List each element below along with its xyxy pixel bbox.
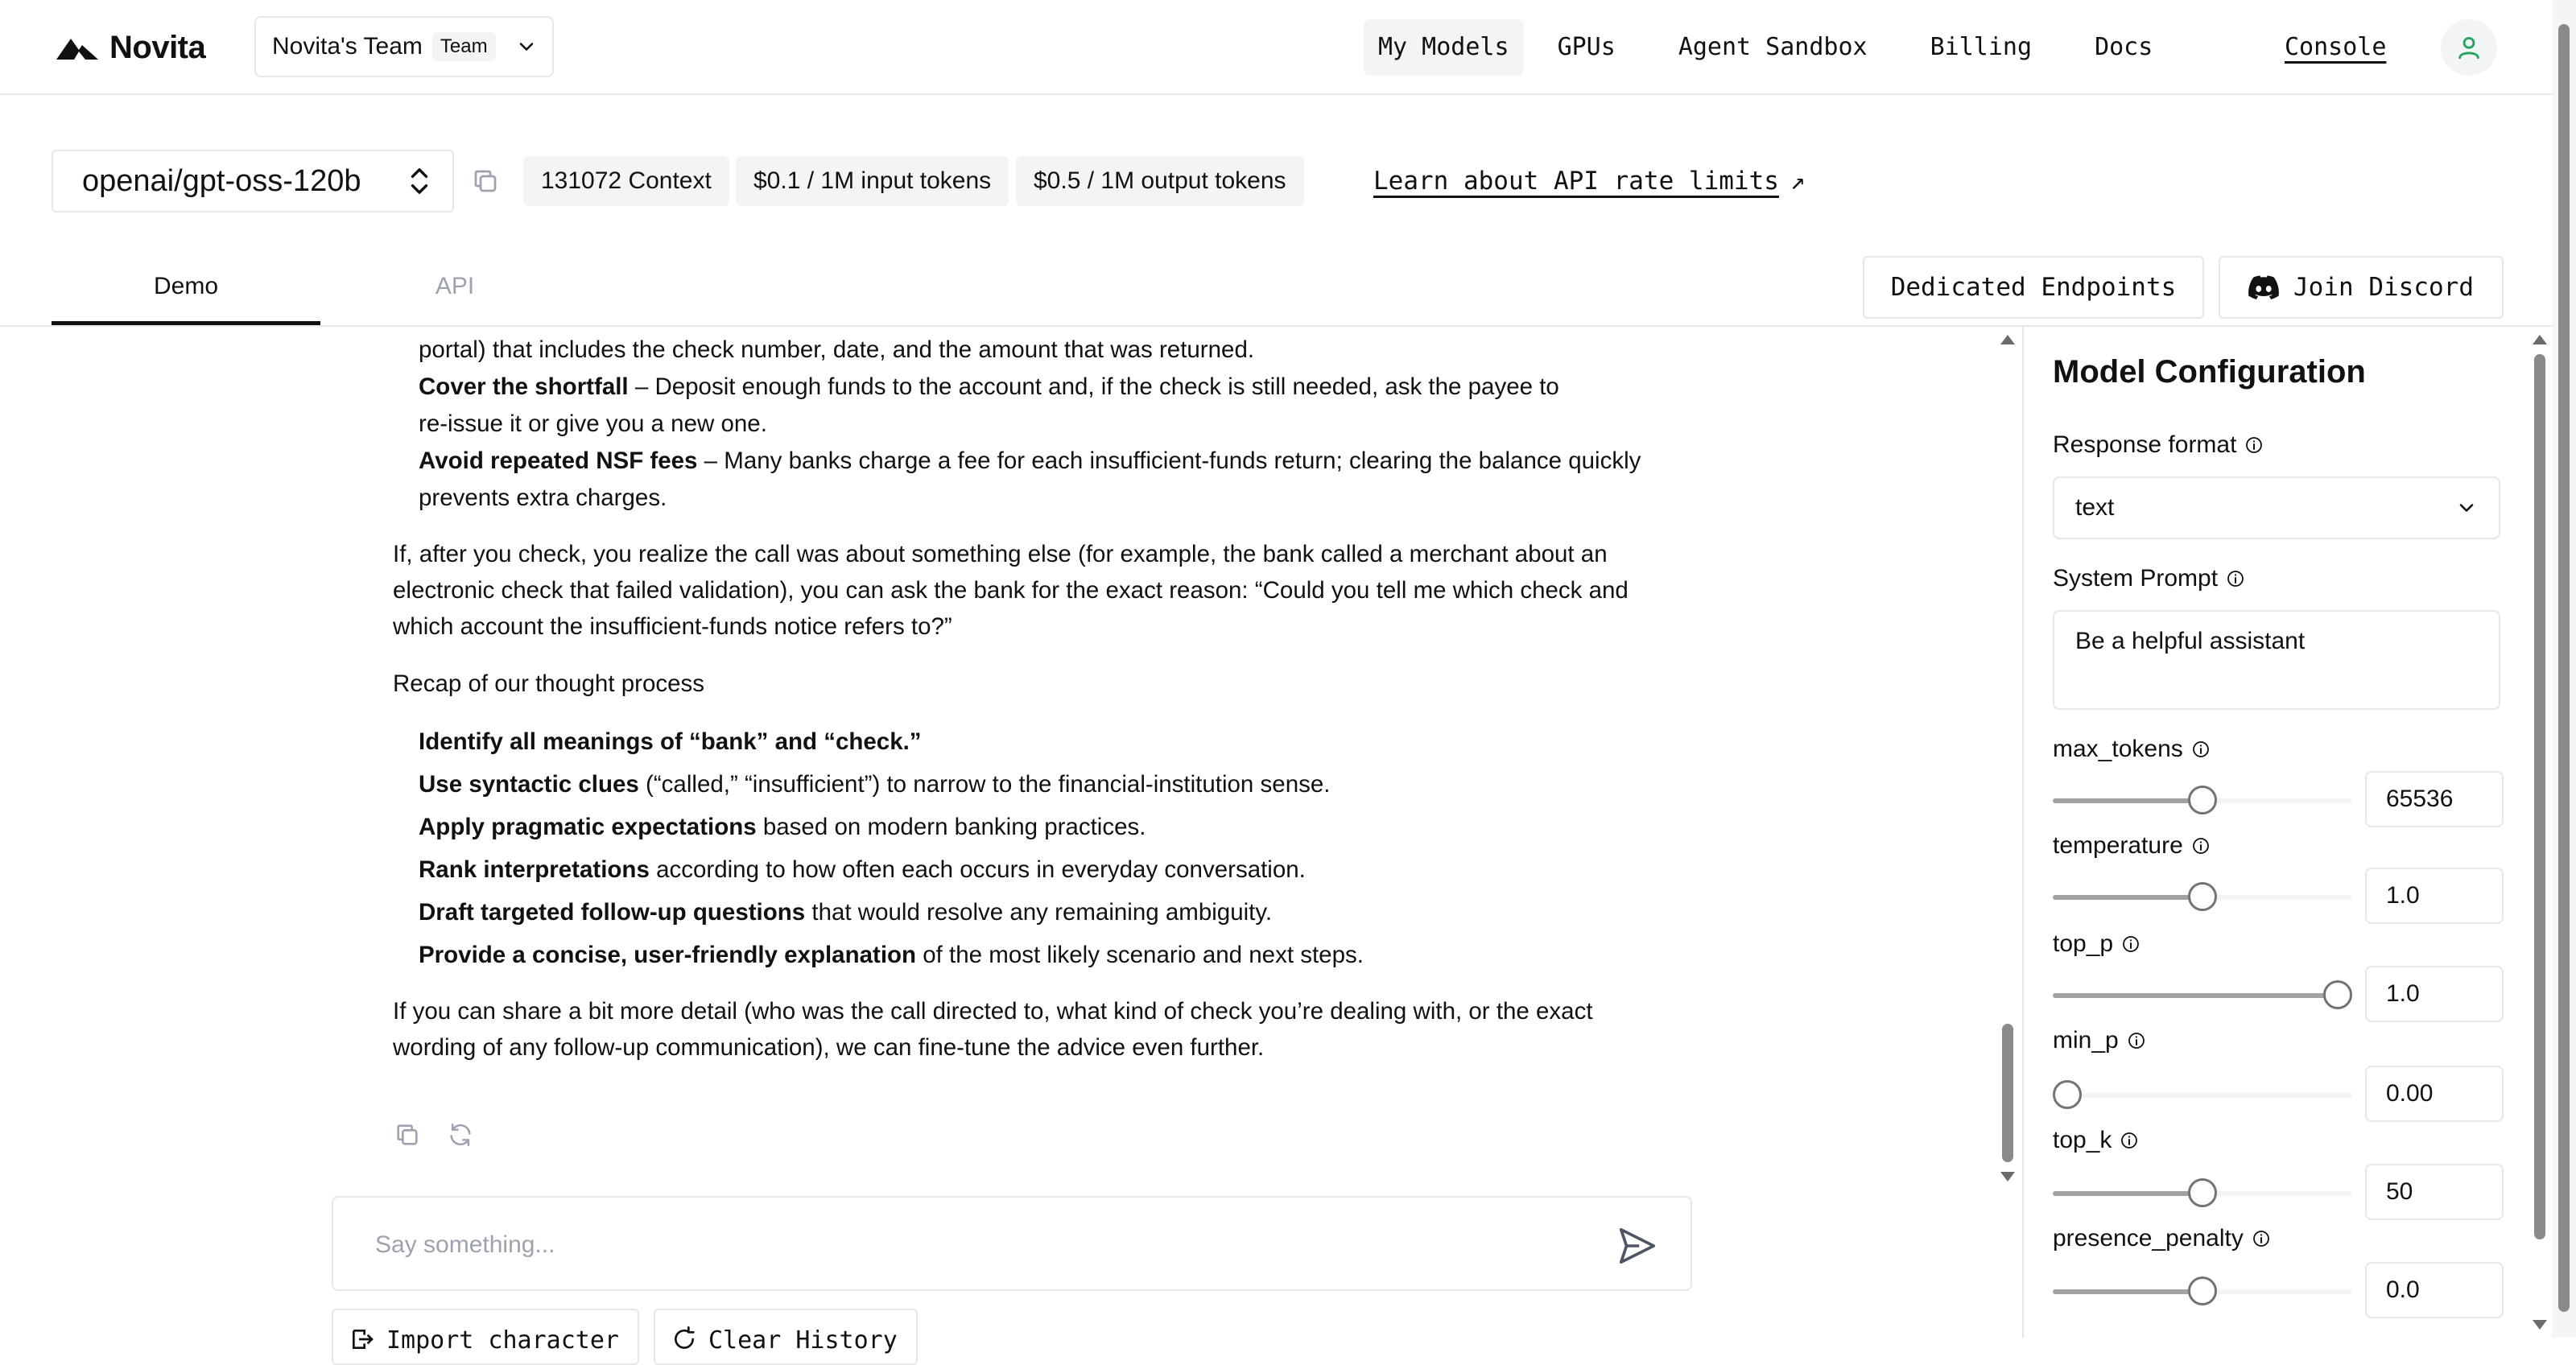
join-discord-label: Join Discord [2293, 273, 2474, 302]
scroll-up-arrow[interactable] [2533, 335, 2547, 344]
top-k-slider[interactable] [2053, 1178, 2352, 1207]
import-character-button[interactable] [332, 1309, 639, 1365]
param-label: min_p [2053, 1027, 2146, 1054]
nav-my-models[interactable]: My Models [1364, 19, 1524, 76]
chat-input-box [332, 1196, 1692, 1291]
tab-api[interactable]: API [435, 273, 475, 299]
novita-logo[interactable] [55, 27, 205, 68]
info-icon[interactable] [2121, 934, 2140, 954]
list-item: Identify all meanings of “bank” and “check.” [419, 728, 922, 755]
model-name: openai/gpt-oss-120b [82, 163, 361, 198]
info-icon[interactable] [2252, 1229, 2271, 1248]
copy-model-name-button[interactable] [467, 163, 504, 200]
tab-demo[interactable]: Demo [52, 254, 320, 325]
model-selector[interactable] [52, 150, 454, 212]
slider-thumb[interactable] [2188, 882, 2217, 911]
min-p-input[interactable]: 0.00 [2365, 1066, 2504, 1122]
chat-input[interactable] [375, 1227, 1583, 1264]
panel-scrollbar-thumb[interactable] [2534, 354, 2545, 1239]
slider-thumb[interactable] [2188, 786, 2217, 814]
slider-track [2053, 1093, 2352, 1098]
param-label: temperature [2053, 832, 2211, 860]
list-item: Cover the shortfall – Deposit enough funds to the account and, if the check is still needed, ask the payee to re-issue it or give you a new one. [419, 373, 1559, 437]
param-label: top_p [2053, 930, 2140, 958]
user-icon [2455, 34, 2483, 61]
response-format-label: Response format [2053, 431, 2264, 459]
list-item: portal) that includes the check number, date, and the amount that was returned. [419, 336, 1255, 363]
scroll-down-arrow[interactable] [2000, 1172, 2015, 1181]
import-icon [349, 1326, 375, 1352]
response-format-value: text [2075, 494, 2115, 521]
system-prompt-label: System Prompt [2053, 565, 2245, 592]
join-discord-button[interactable] [2219, 256, 2504, 319]
list-item: Avoid repeated NSF fees – Many banks charge a fee for each insufficient-funds return; clearing the balance quickly prevents extra charges. [419, 447, 1641, 511]
clear-history-button[interactable] [654, 1309, 918, 1365]
main-nav [1364, 19, 2167, 76]
presence-penalty-slider[interactable] [2053, 1276, 2352, 1305]
output-price-badge: $0.5 / 1M output tokens [1016, 156, 1304, 206]
scroll-up-arrow[interactable] [2000, 335, 2015, 344]
team-name: Novita's Team [272, 33, 423, 60]
slider-fill [2053, 798, 2202, 803]
regenerate-button[interactable] [444, 1119, 477, 1151]
dedicated-endpoints-button[interactable] [1863, 256, 2204, 319]
nav-agent-sandbox[interactable]: Agent Sandbox [1678, 33, 1868, 61]
panel-title: Model Configuration [2053, 354, 2366, 390]
context-badge: 131072 Context [523, 156, 729, 206]
list-item: Provide a concise, user-friendly explanation of the most likely scenario and next steps. [419, 942, 1364, 968]
top-k-input[interactable]: 50 [2365, 1164, 2504, 1220]
list-item: Use syntactic clues (“called,” “insufficient”) to narrow to the financial-institution sense. [419, 771, 1331, 798]
slider-thumb[interactable] [2323, 980, 2352, 1009]
copy-icon [394, 1121, 421, 1148]
slider-fill [2053, 895, 2202, 900]
team-selector[interactable] [254, 16, 554, 77]
clear-history-label: Clear History [708, 1326, 898, 1355]
slider-fill [2053, 993, 2338, 998]
param-label: presence_penalty [2053, 1225, 2271, 1252]
info-icon[interactable] [2191, 836, 2211, 856]
max-tokens-input[interactable]: 65536 [2365, 771, 2504, 827]
info-icon[interactable] [2244, 435, 2264, 455]
refresh-icon [671, 1326, 697, 1352]
slider-thumb[interactable] [2188, 1276, 2217, 1305]
info-icon[interactable] [2226, 569, 2245, 588]
temperature-input[interactable]: 1.0 [2365, 868, 2504, 924]
assistant-message [393, 332, 1657, 1066]
dedicated-endpoints-label: Dedicated Endpoints [1890, 273, 2177, 302]
response-format-select[interactable] [2053, 476, 2500, 539]
chevron-updown-icon [406, 163, 433, 199]
slider-thumb[interactable] [2053, 1080, 2082, 1109]
top-navigation-bar [0, 0, 2552, 95]
nav-billing[interactable]: Billing [1930, 33, 2033, 61]
external-link-icon: ↗ [1790, 167, 1806, 196]
team-badge: Team [432, 32, 496, 61]
recap-list [393, 724, 1657, 974]
list-item: Draft targeted follow-up questions that would resolve any remaining ambiguity. [419, 899, 1273, 926]
slider-fill [2053, 1289, 2202, 1294]
top-p-slider[interactable] [2053, 980, 2352, 1009]
temperature-slider[interactable] [2053, 882, 2352, 911]
param-label: max_tokens [2053, 736, 2211, 763]
slider-thumb[interactable] [2188, 1178, 2217, 1207]
novita-logo-icon [55, 34, 100, 61]
user-avatar[interactable] [2441, 19, 2497, 76]
list-item: Apply pragmatic expectations based on modern banking practices. [419, 814, 1146, 840]
top-p-input[interactable]: 1.0 [2365, 966, 2504, 1022]
rate-limits-link[interactable] [1373, 156, 1806, 206]
chat-scrollbar-thumb[interactable] [2002, 1024, 2013, 1162]
list-item: Rank interpretations according to how often each occurs in everyday conversation. [419, 856, 1306, 883]
presence-penalty-input[interactable]: 0.0 [2365, 1262, 2504, 1318]
param-label: top_k [2053, 1127, 2139, 1154]
info-icon[interactable] [2120, 1131, 2139, 1150]
copy-icon [471, 167, 500, 196]
chat-messages-area [0, 327, 1996, 1338]
input-price-badge: $0.1 / 1M input tokens [736, 156, 1009, 206]
slider-fill [2053, 1191, 2202, 1196]
info-icon[interactable] [2191, 740, 2211, 759]
discord-icon [2248, 275, 2279, 299]
nav-docs[interactable]: Docs [2095, 33, 2153, 61]
page-scrollbar-thumb[interactable] [2558, 24, 2570, 1312]
send-button[interactable] [1613, 1222, 1662, 1270]
paragraph: If, after you check, you realize the call was about something else (for example, the bank called a merchant about an electronic check that failed validation), you can ask the bank for the exact reason: “Could you tell me which check and which account the insufficient-funds notice refers to?” [393, 541, 1629, 640]
recap-heading: Recap of our thought process [393, 670, 705, 697]
logo-text: Novita [109, 29, 206, 65]
min-p-slider[interactable] [2053, 1080, 2352, 1109]
send-icon [1616, 1224, 1659, 1268]
scroll-down-arrow[interactable] [2533, 1320, 2547, 1330]
paragraph: If you can share a bit more detail (who was the call directed to, what kind of check you’re dealing with, or the exact wording of any follow-up communication), we can fine-tune the advice even further. [393, 998, 1593, 1061]
chevron-down-icon [515, 35, 538, 58]
max-tokens-slider[interactable] [2053, 786, 2352, 814]
rate-limits-link-text: Learn about API rate limits [1373, 167, 1779, 196]
refresh-icon [447, 1121, 474, 1148]
info-icon[interactable] [2127, 1031, 2146, 1050]
system-prompt-input[interactable]: Be a helpful assistant [2053, 610, 2500, 710]
console-link[interactable]: Console [2285, 33, 2387, 61]
import-character-label: Import character [386, 1326, 619, 1355]
copy-message-button[interactable] [391, 1119, 423, 1151]
model-configuration-panel [2022, 327, 2552, 1338]
chevron-down-icon [2455, 497, 2478, 519]
nav-gpus[interactable]: GPUs [1557, 33, 1616, 61]
